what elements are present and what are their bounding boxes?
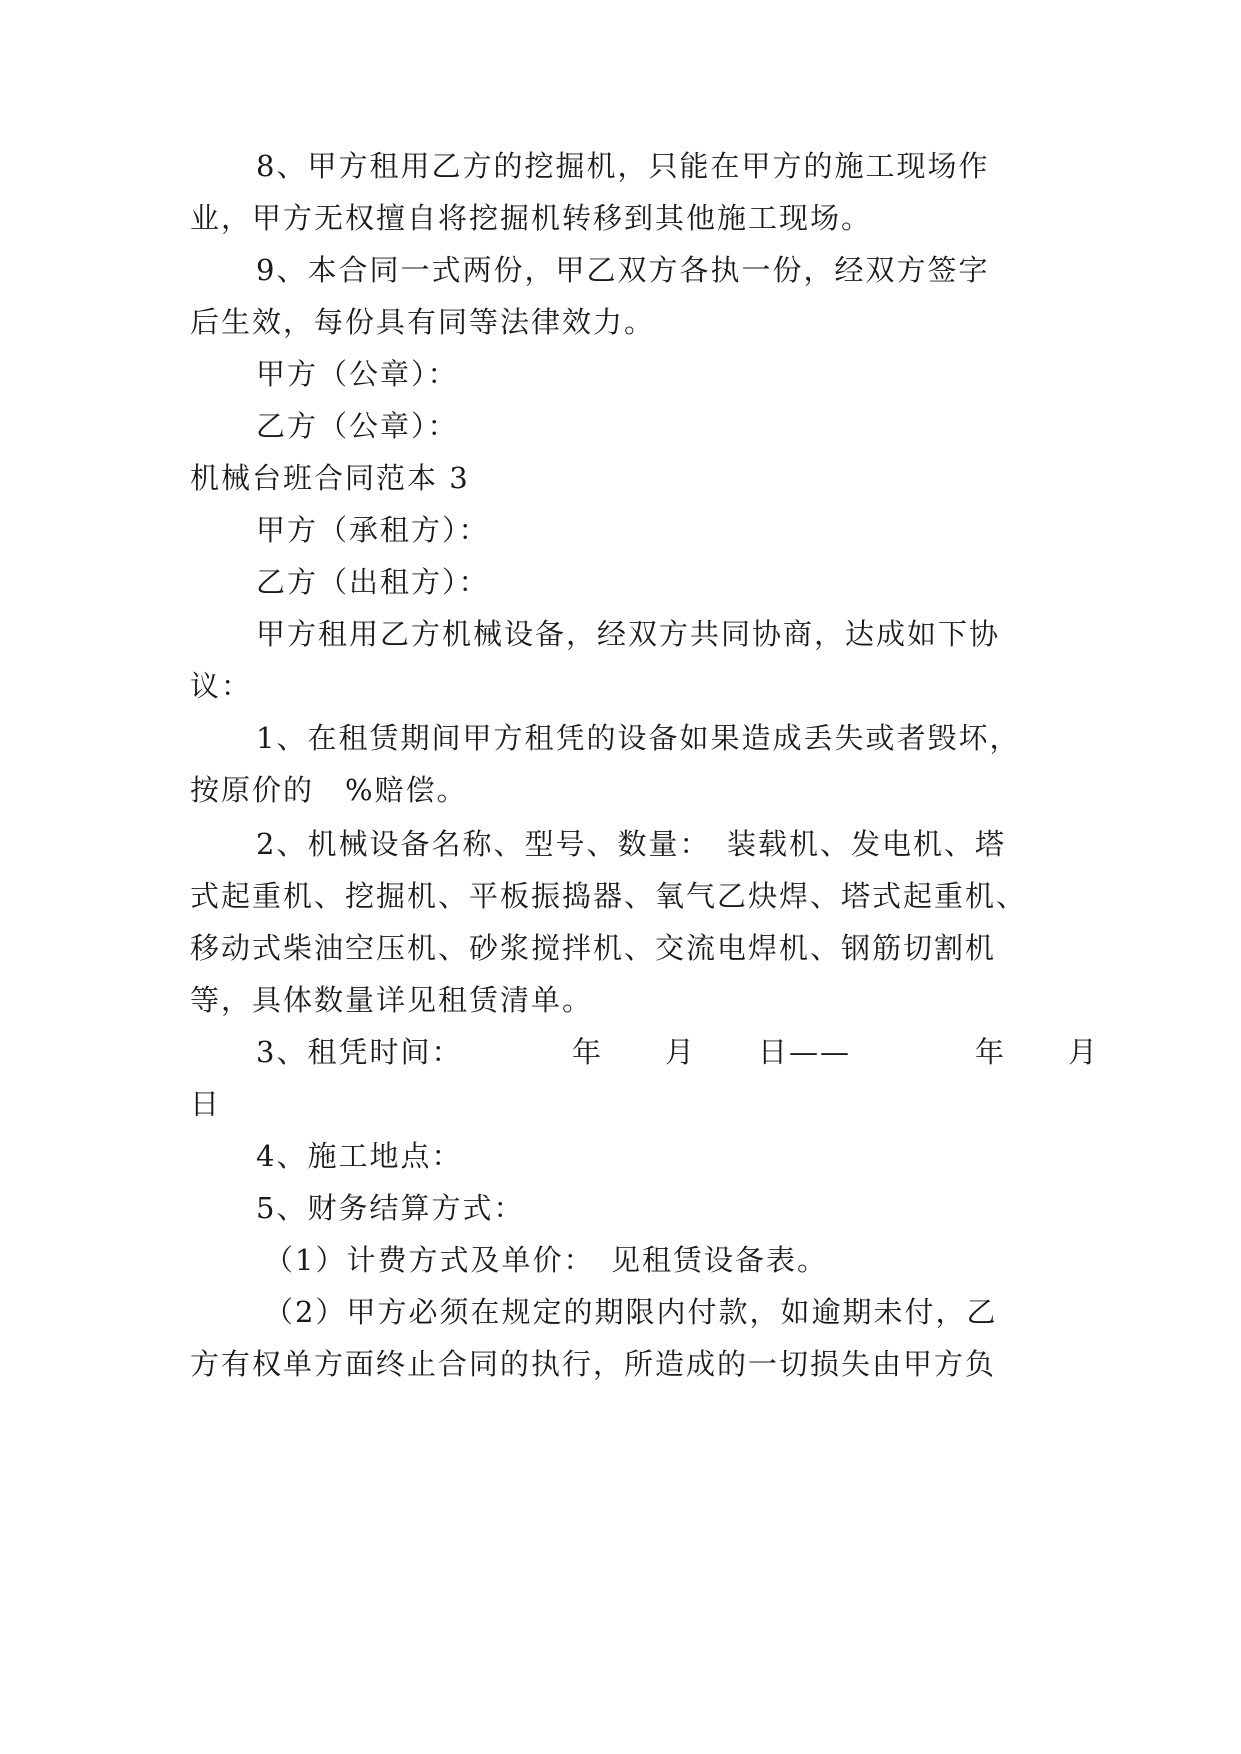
clause-2-line-2: 式起重机、挖掘机、平板振捣器、氧气乙炔焊、塔式起重机、	[190, 879, 1028, 913]
clause-4: 4、施工地点：	[256, 1139, 463, 1173]
clause-8-line-1: 8、甲方租用乙方的挖掘机，只能在甲方的施工现场作	[256, 149, 990, 183]
party-a-seal: 甲方（公章）：	[256, 357, 459, 391]
clause-8-line-2: 业，甲方无权擅自将挖掘机转移到其他施工现场。	[190, 201, 873, 235]
party-a-lessee: 甲方（承租方）：	[256, 513, 490, 547]
clause-2-line-1: 2、机械设备名称、型号、数量： 装载机、发电机、塔	[256, 827, 1006, 861]
clause-5-2-line-2: 方有权单方面终止合同的执行，所造成的一切损失由甲方负	[190, 1347, 997, 1381]
clause-1-line-1: 1、在租赁期间甲方租凭的设备如果造成丢失或者毁坏，	[256, 721, 1021, 755]
clause-9-line-1: 9、本合同一式两份，甲乙双方各执一份，经双方签字	[256, 253, 990, 287]
clause-3-line-2: 日	[190, 1087, 222, 1121]
clause-5-2-line-1: （2）甲方必须在规定的期限内付款，如逾期未付，乙	[264, 1295, 998, 1329]
clause-2-line-4: 等，具体数量详见租赁清单。	[190, 983, 594, 1017]
party-b-seal: 乙方（公章）：	[256, 409, 459, 443]
intro-line-1: 甲方租用乙方机械设备，经双方共同协商，达成如下协	[256, 617, 1001, 651]
clause-3-line-1: 3、租凭时间： 年 月 日—— 年 月	[256, 1035, 1099, 1069]
clause-5: 5、财务结算方式：	[256, 1191, 525, 1225]
intro-line-2: 议：	[190, 669, 253, 703]
section-title: 机械台班合同范本 3	[190, 461, 470, 495]
clause-1-line-2: 按原价的 %赔偿。	[190, 773, 468, 807]
clause-9-line-2: 后生效，每份具有同等法律效力。	[190, 305, 656, 339]
party-b-lessor: 乙方（出租方）：	[256, 565, 490, 599]
clause-5-1: （1）计费方式及单价： 见租赁设备表。	[264, 1243, 828, 1277]
clause-2-line-3: 移动式柴油空压机、砂浆搅拌机、交流电焊机、钢筋切割机	[190, 931, 997, 965]
